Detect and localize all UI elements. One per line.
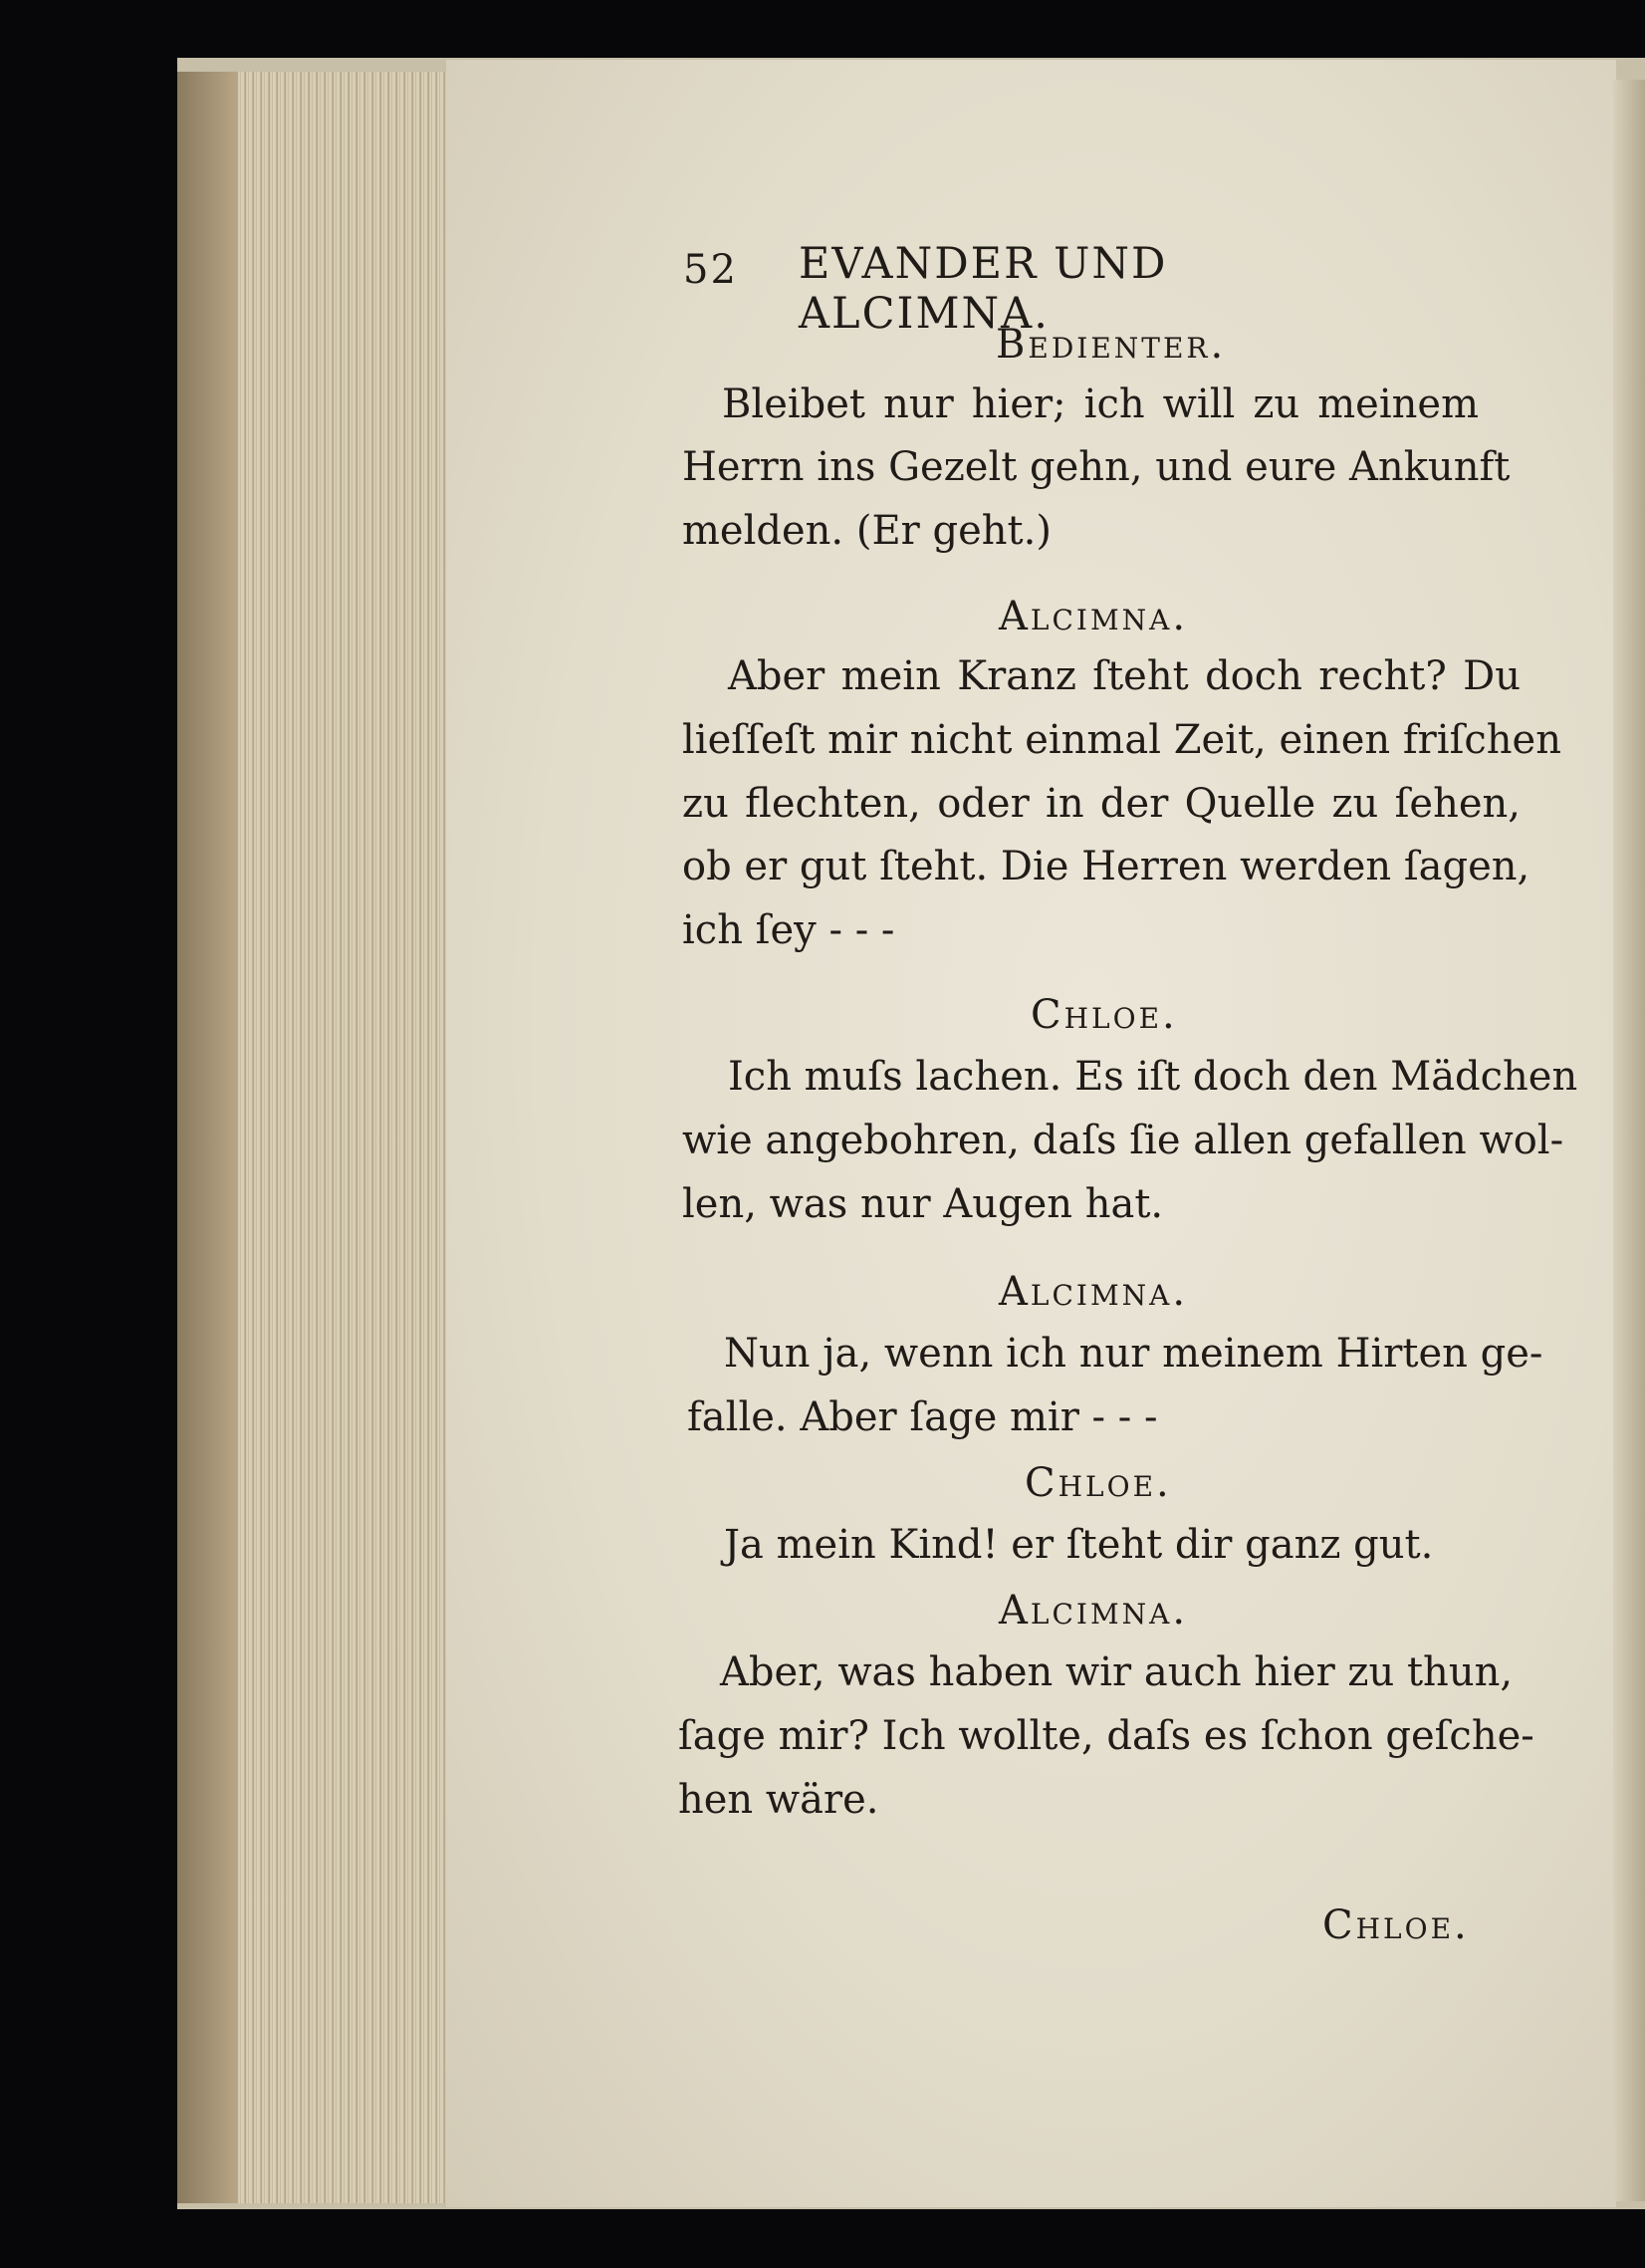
text-line: Herrn ins Gezelt gehn, und eure Ankunft bbox=[682, 444, 1511, 490]
speaker-name: Alcimna. bbox=[999, 1269, 1189, 1315]
speaker-name: Alcimna. bbox=[999, 594, 1189, 639]
text-line: len, was nur Augen hat. bbox=[682, 1181, 1164, 1227]
text-line: wie angebohren, daſs ſie allen gefallen wol- bbox=[682, 1118, 1564, 1163]
text-line: ſage mir? Ich wollte, daſs es ſchon geſche- bbox=[678, 1713, 1534, 1759]
text-line: falle. Aber ſage mir - - - bbox=[687, 1394, 1158, 1440]
text-line: Ich muſs lachen. Es iſt doch den Mädchen bbox=[728, 1054, 1578, 1100]
text-line: hen wäre. bbox=[678, 1777, 879, 1823]
text-line: Aber mein Kranz ſteht doch recht? Du bbox=[728, 653, 1521, 699]
text-line: Ja mein Kind! er ſteht dir ganz gut. bbox=[724, 1522, 1434, 1568]
running-title: EVANDER UND ALCIMNA. bbox=[799, 239, 1168, 339]
text-line: ob er gut ſteht. Die Herren werden ſagen, bbox=[682, 844, 1530, 889]
text-line: Nun ja, wenn ich nur meinem Hirten ge- bbox=[724, 1331, 1543, 1377]
text-line: melden. (Er geht.) bbox=[682, 508, 1052, 554]
catchword: Chloe. bbox=[1322, 1902, 1470, 1948]
speaker-name: Alcimna. bbox=[999, 1588, 1189, 1634]
running-head bbox=[683, 239, 1400, 339]
text-line: zu flechten, oder in der Quelle zu ſehen, bbox=[682, 781, 1521, 827]
text-line: Aber, was haben wir auch hier zu thun, bbox=[720, 1649, 1514, 1695]
speaker-name: Chloe. bbox=[1031, 992, 1178, 1038]
text-line: Bleibet nur hier; ich will zu meinem bbox=[722, 381, 1479, 427]
page-gutter bbox=[1613, 80, 1645, 2201]
book-spine-edge bbox=[177, 72, 237, 2203]
speaker-name: Chloe. bbox=[1025, 1460, 1172, 1506]
text-line: ich ſey - - - bbox=[682, 907, 895, 953]
speaker-name: Bedienter. bbox=[996, 322, 1227, 368]
page-number: 52 bbox=[683, 247, 738, 293]
text-line: lieſſeſt mir nicht einmal Zeit, einen friſchen bbox=[682, 717, 1561, 763]
